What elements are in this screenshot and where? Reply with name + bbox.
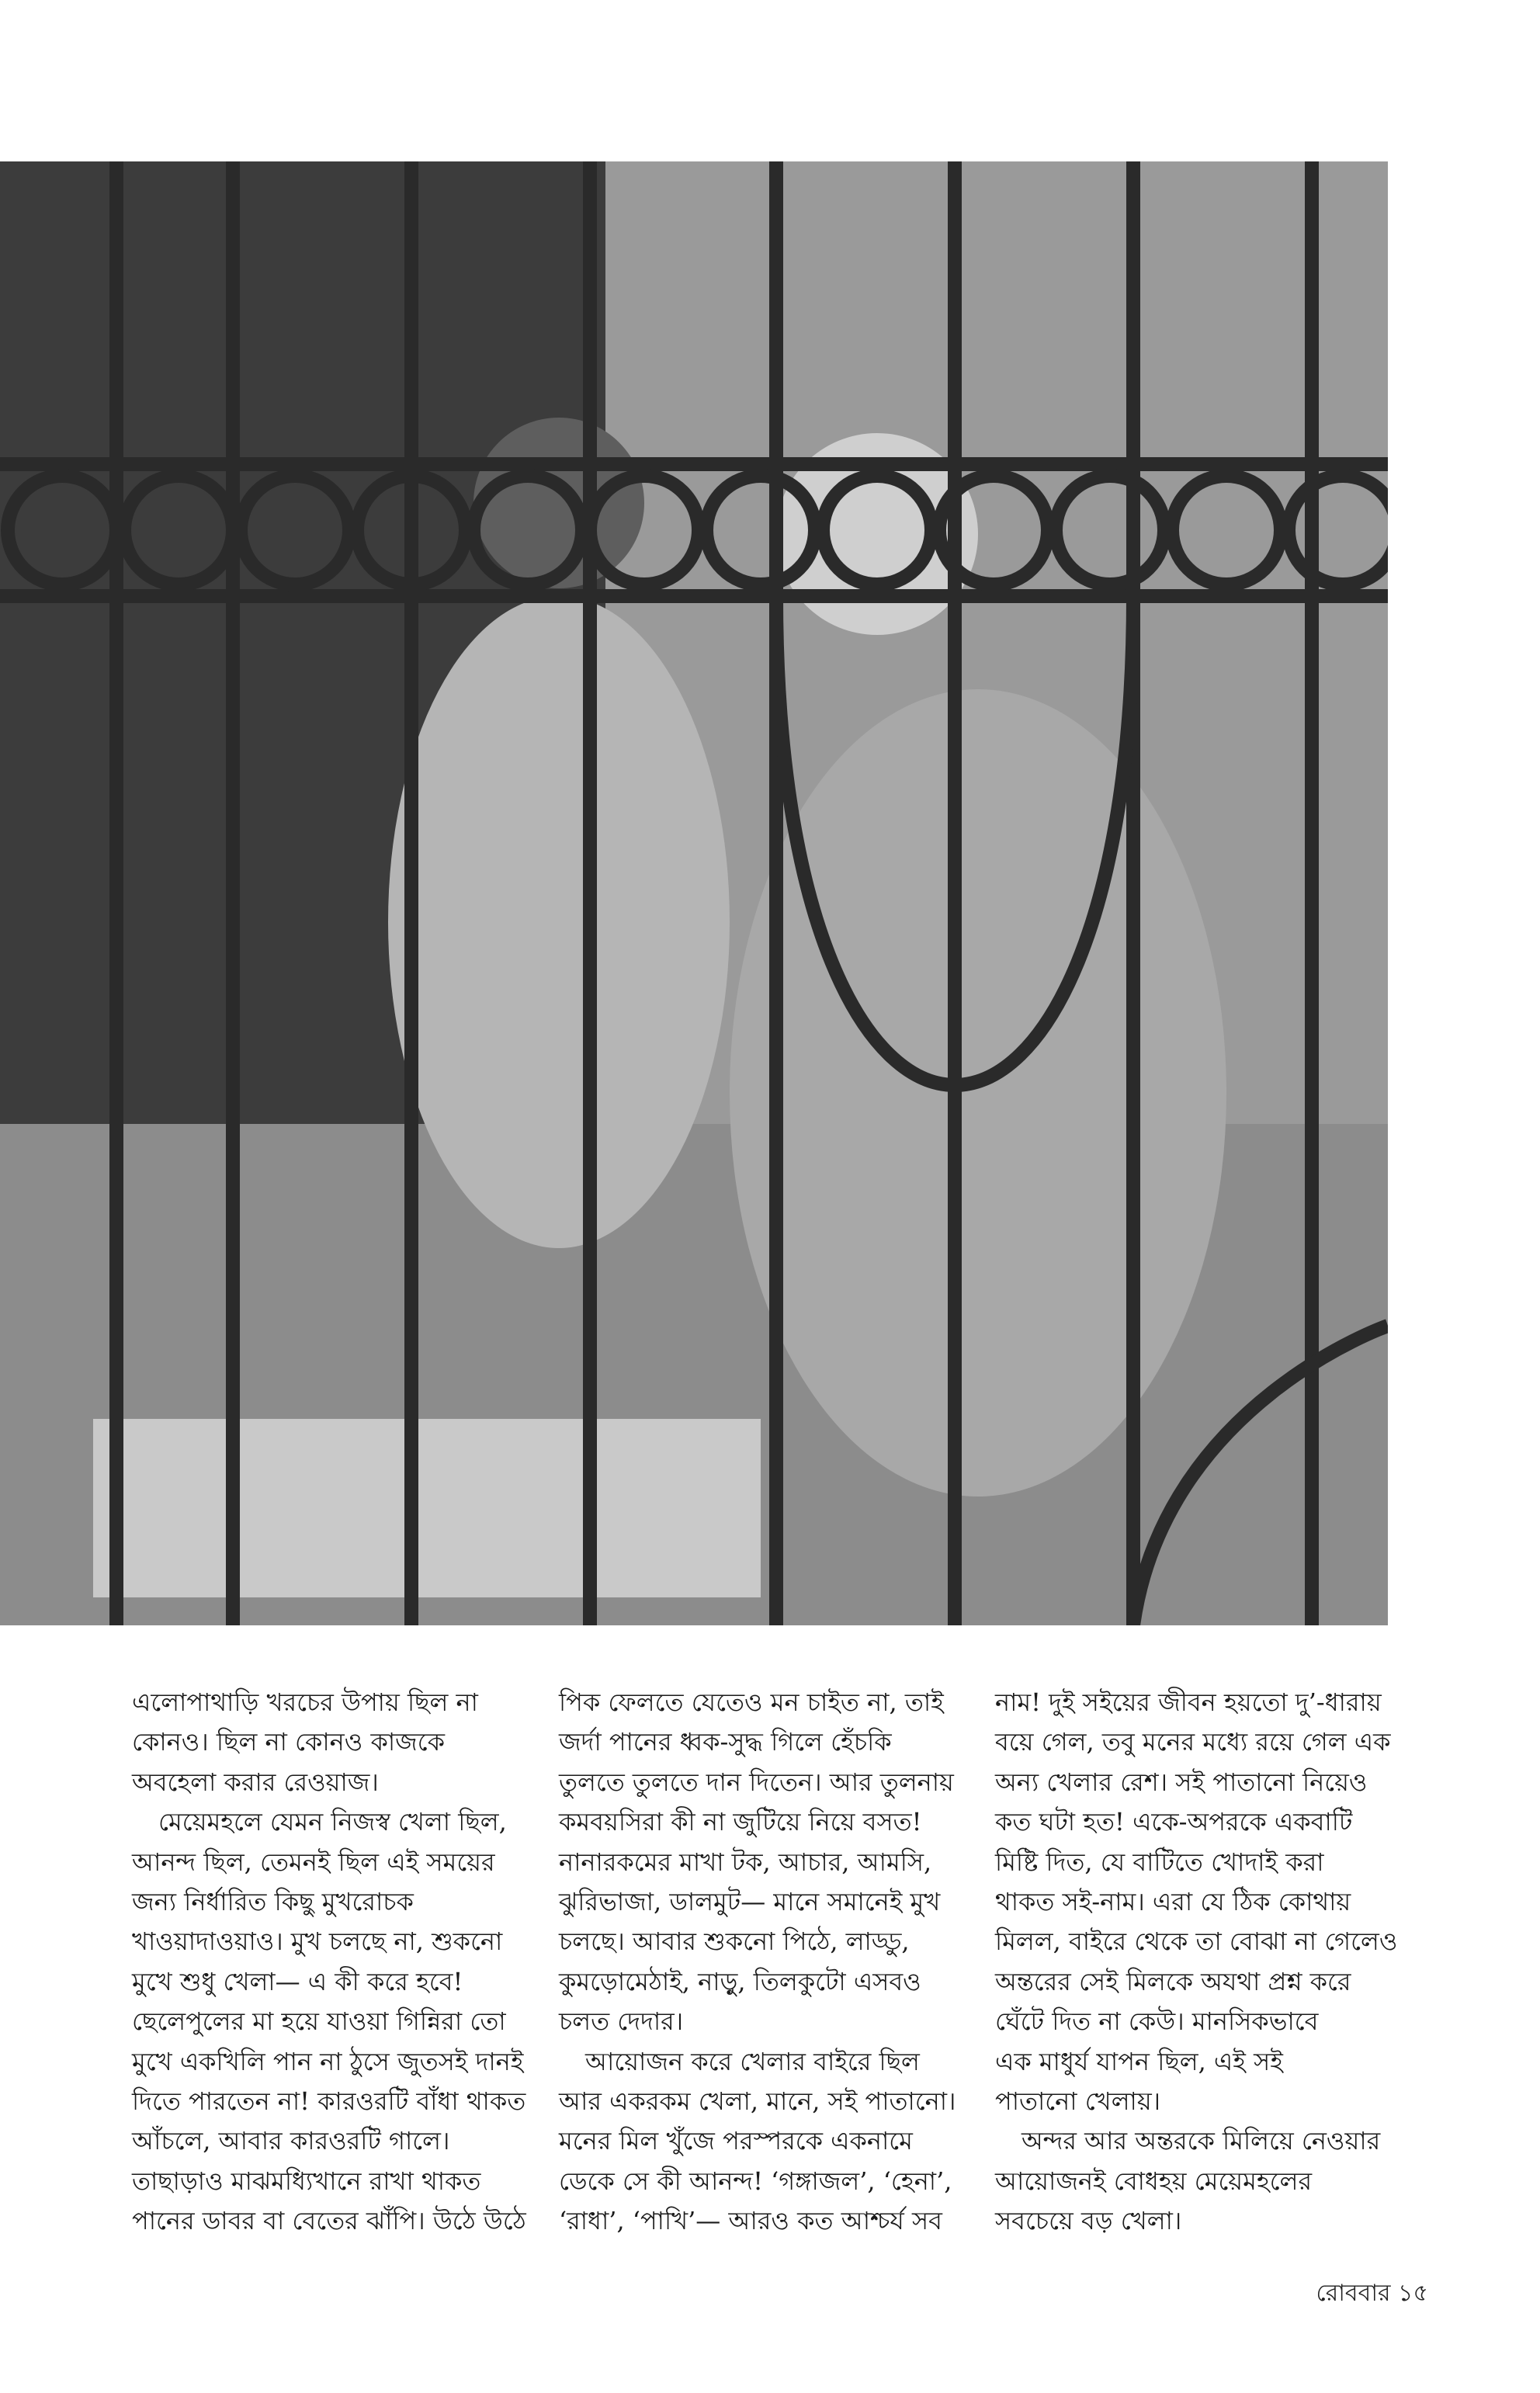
text-line: আয়োজনই বোধহয় মেয়েমহলের: [995, 2166, 1313, 2196]
text-line: দিতে পারতেন না! কারওরটি বাঁধা থাকত: [132, 2086, 526, 2117]
text-line: তুলতে তুলতে দান দিতেন। আর তুলনায়: [559, 1767, 954, 1797]
photograph: [0, 161, 1388, 1625]
text-line: সবচেয়ে বড় খেলা।: [995, 2206, 1182, 2236]
text-line: কমবয়সিরা কী না জুটিয়ে নিয়ে বসত!: [559, 1807, 922, 1837]
text-line: মিলল, বাইরে থেকে তা বোঝা না গেলেও: [995, 1927, 1398, 1957]
text-line: আয়োজন করে খেলার বাইরে ছিল: [585, 2046, 920, 2076]
text-line: খাওয়াদাওয়াও। মুখ চলছে না, শুকনো: [132, 1927, 503, 1957]
text-column-2: [559, 1683, 978, 2242]
text-line: তাছাড়াও মাঝমধ্যিখানে রাখা থাকত: [132, 2166, 481, 2196]
text-line: নাম! দুই সইয়ের জীবন হয়তো দু’-ধারায়: [995, 1687, 1382, 1717]
text-line: পিক ফেলতে যেতেও মন চাইত না, তাই: [559, 1687, 944, 1717]
window-grill-illustration: [0, 161, 1388, 1625]
text-line: মনের মিল খুঁজে পরস্পরকে একনামে: [559, 2126, 913, 2156]
text-line: জর্দা পানের ধ্বক-সুদ্ধ গিলে হেঁচকি: [559, 1727, 892, 1757]
text-line: ডেকে সে কী আনন্দ! ‘গঙ্গাজল’, ‘হেনা’,: [559, 2166, 952, 2196]
text-line: মেয়েমহলে যেমন নিজস্ব খেলা ছিল,: [158, 1807, 507, 1837]
text-line: ছেলেপুলের মা হয়ে যাওয়া গিন্নিরা তো: [132, 2006, 506, 2037]
text-line: আনন্দ ছিল, তেমনই ছিল এই সময়ের: [132, 1847, 495, 1877]
text-line: মুখে শুধু খেলা— এ কী করে হবে!: [132, 1966, 463, 1996]
text-line: আর একরকম খেলা, মানে, সই পাতানো।: [559, 2086, 956, 2117]
text-line: মিষ্টি দিত, যে বাটিতে খোদাই করা: [995, 1847, 1324, 1877]
text-line: কত ঘটা হত! একে-অপরকে একবাটি: [995, 1807, 1353, 1837]
text-line: এলোপাথাড়ি খরচের উপায় ছিল না: [132, 1687, 478, 1717]
text-line: এক মাধুর্য যাপন ছিল, এই সই: [995, 2046, 1283, 2076]
text-column-3: [995, 1683, 1414, 2242]
text-line: পানের ডাবর বা বেতের ঝাঁপি। উঠে উঠে: [132, 2206, 526, 2236]
text-line: কুমড়োমেঠাই, নাড়ু, তিলকুটো এসবও: [559, 1966, 921, 1996]
text-line: বয়ে গেল, তবু মনের মধ্যে রয়ে গেল এক: [995, 1727, 1391, 1757]
text-line: অবহেলা করার রেওয়াজ।: [132, 1767, 379, 1797]
text-line: আঁচলে, আবার কারওরটি গালে।: [132, 2126, 450, 2156]
text-line: পাতানো খেলায়।: [995, 2086, 1161, 2117]
text-line: চলত দেদার।: [559, 2006, 684, 2037]
text-line: মুখে একখিলি পান না ঠুসে জুতসই দানই: [132, 2046, 524, 2076]
text-line: অন্তরের সেই মিলকে অযথা প্রশ্ন করে: [995, 1966, 1351, 1996]
text-line: নানারকমের মাখা টক, আচার, আমসি,: [559, 1847, 932, 1877]
text-line: অন্য খেলার রেশ। সই পাতানো নিয়েও: [995, 1767, 1368, 1797]
text-line: অন্দর আর অন্তরকে মিলিয়ে নেওয়ার: [1021, 2126, 1381, 2156]
text-line: ‘রাধা’, ‘পাখি’— আরও কত আশ্চর্য সব: [559, 2206, 942, 2236]
page-folio: রোববার ১৫: [1316, 2280, 1428, 2307]
text-column-1: [132, 1683, 543, 2242]
text-line: কোনও। ছিল না কোনও কাজকে: [132, 1727, 446, 1757]
text-line: চলছে। আবার শুকনো পিঠে, লাড্ডু,: [559, 1927, 910, 1957]
text-line: জন্য নির্ধারিত কিছু মুখরোচক: [132, 1887, 414, 1917]
text-line: থাকত সই-নাম। এরা যে ঠিক কোথায়: [995, 1887, 1351, 1917]
text-line: ঘেঁটে দিত না কেউ। মানসিকভাবে: [995, 2006, 1319, 2037]
text-line: ঝুরিভাজা, ডালমুট— মানে সমানেই মুখ: [559, 1887, 941, 1917]
